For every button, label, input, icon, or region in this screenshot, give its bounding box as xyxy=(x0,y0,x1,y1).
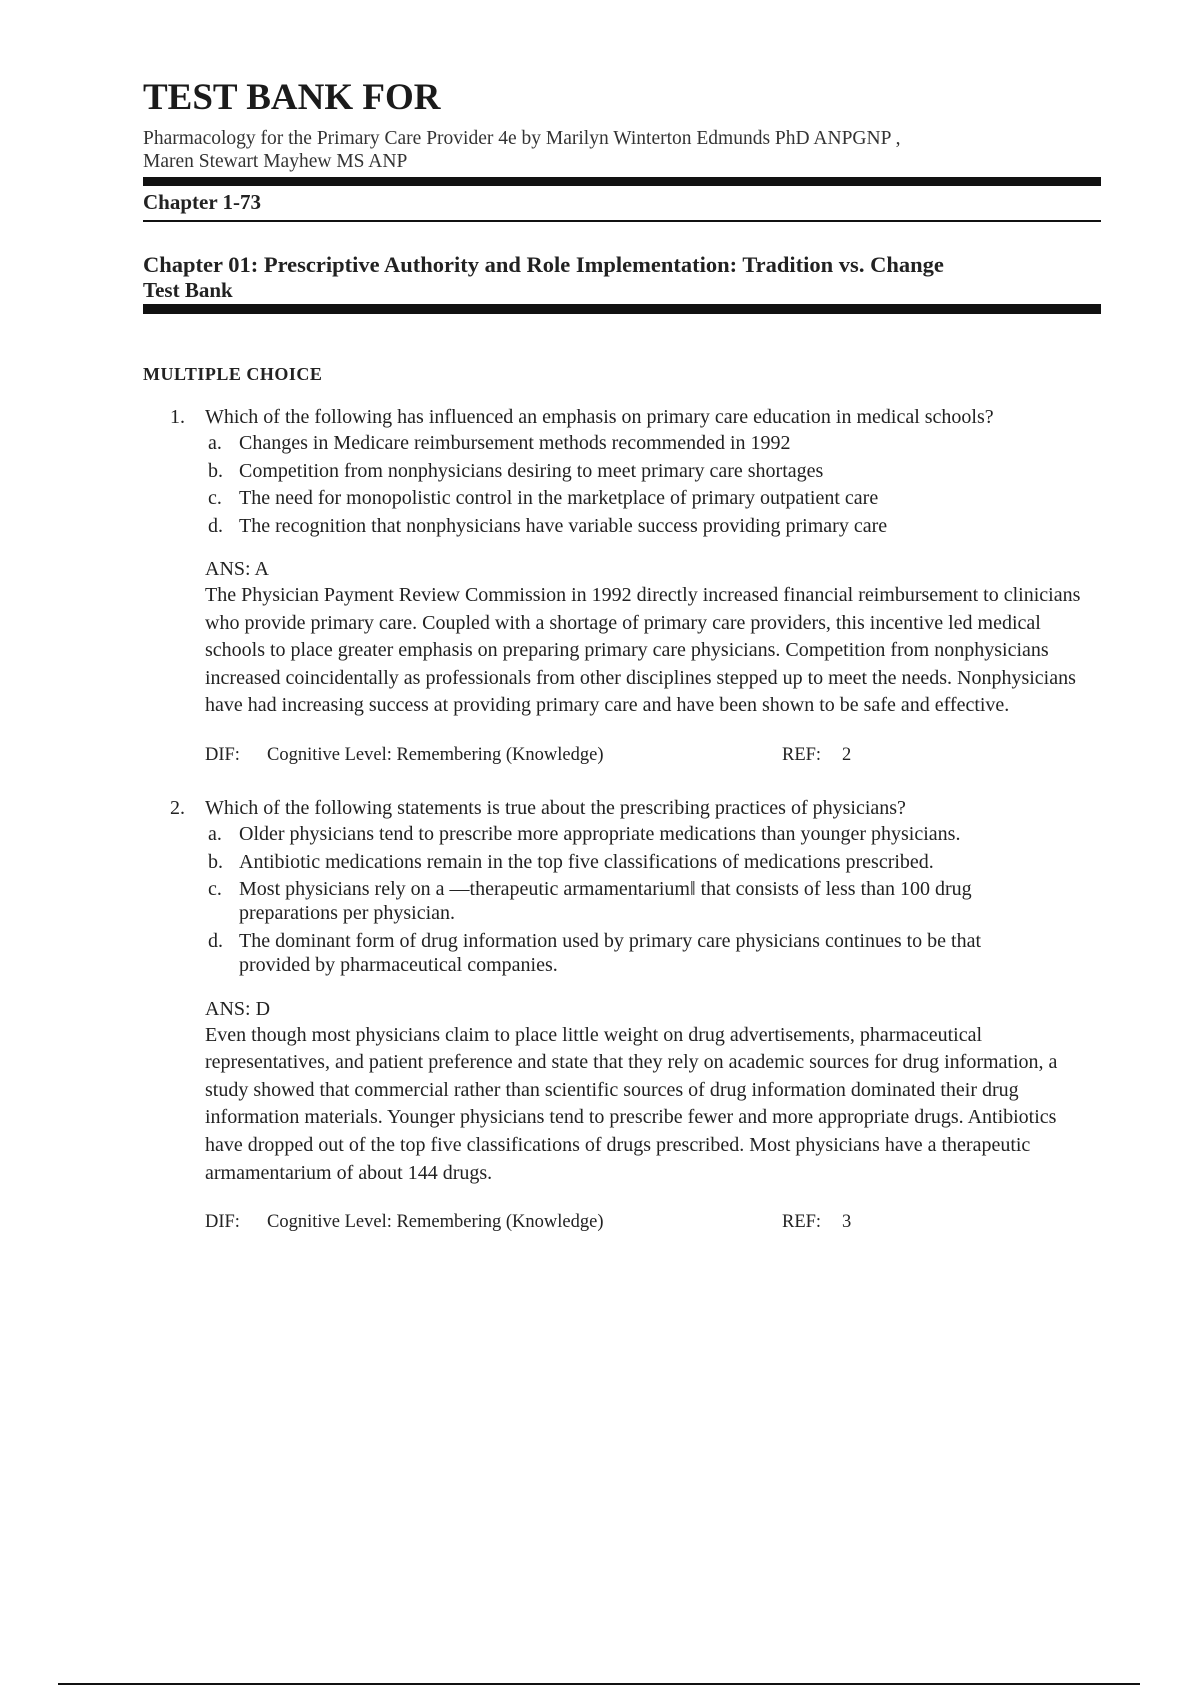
option-a xyxy=(205,431,1039,455)
dif-value: Cognitive Level: Remembering (Knowledge) xyxy=(267,744,604,765)
chapter-range: Chapter 1-73 xyxy=(143,190,262,215)
option-letter: b. xyxy=(208,850,223,873)
answer-options xyxy=(205,431,1101,538)
ref-label: REF: xyxy=(782,744,822,765)
thick-divider xyxy=(143,177,1101,186)
question-1 xyxy=(143,405,1101,770)
option-letter: a. xyxy=(208,432,222,455)
option-letter: b. xyxy=(208,459,223,482)
thin-divider xyxy=(143,220,1101,222)
answer-options xyxy=(205,822,1101,977)
option-text: Most physicians rely on a —therapeutic armamentarium‖ that consists of less than 100 drug preparations per physician. xyxy=(239,878,972,925)
rationale: The Physician Payment Review Commission in 1992 directly increased financial reimbursement to clinicians who provide primary care. Coupled with a shortage of primary care providers, this incentive led medical schools to place greater emphasis on preparing primary care physicians. Competition from nonphysicians increased coincidentally as professionals from other disciplines stepped up to meet the needs. Nonphysicians have had increasing success at providing primary care and have been shown to be safe and effective. xyxy=(205,583,1081,717)
question-stem: Which of the following has influenced an emphasis on primary care education in medical schools? xyxy=(205,405,994,428)
option-text: Competition from nonphysicians desiring to meet primary care shortages xyxy=(239,459,824,482)
question-meta xyxy=(205,744,1101,770)
ref-value: 2 xyxy=(842,744,852,765)
option-letter: d. xyxy=(208,929,223,952)
dif-label: DIF: xyxy=(205,744,240,765)
option-b xyxy=(205,850,1039,874)
option-d xyxy=(205,929,1039,978)
chapter-title: Chapter 01: Prescriptive Authority and Role Implementation: Tradition vs. Change xyxy=(143,251,944,277)
chapter-subtitle: Test Bank xyxy=(143,277,233,302)
document-title: TEST BANK FOR xyxy=(143,77,441,118)
option-letter: c. xyxy=(208,487,222,510)
option-text: The need for monopolistic control in the marketplace of primary outpatient care xyxy=(239,487,879,510)
option-c xyxy=(205,486,1039,510)
option-text: Older physicians tend to prescribe more appropriate medications than younger physicians. xyxy=(239,823,961,846)
answer-key: ANS: D xyxy=(205,997,271,1020)
section-heading: MULTIPLE CHOICE xyxy=(143,363,323,384)
question-stem: Which of the following statements is true about the prescribing practices of physicians? xyxy=(205,796,906,819)
ref-value: 3 xyxy=(842,1212,852,1233)
question-meta xyxy=(205,1211,1101,1237)
option-text: The recognition that nonphysicians have variable success providing primary care xyxy=(239,514,888,537)
option-b xyxy=(205,459,1039,483)
question-2 xyxy=(143,796,1101,1237)
footer-divider xyxy=(58,1683,1140,1685)
option-letter: d. xyxy=(208,514,223,537)
book-info-line-2: Maren Stewart Mayhew MS ANP xyxy=(143,151,408,173)
dif-label: DIF: xyxy=(205,1212,240,1233)
dif-value: Cognitive Level: Remembering (Knowledge) xyxy=(267,1212,604,1233)
option-text: Changes in Medicare reimbursement methods recommended in 1992 xyxy=(239,432,791,455)
answer-key: ANS: A xyxy=(205,557,269,580)
option-text: The dominant form of drug information used by primary care physicians continues to be that provided by pharmaceutical companies. xyxy=(239,929,982,977)
question-number: 2. xyxy=(170,796,185,819)
option-text: Antibiotic medications remain in the top five classifications of medications prescribed. xyxy=(239,850,934,873)
answer-block xyxy=(205,996,1101,1188)
page-content xyxy=(143,78,1101,1237)
option-letter: a. xyxy=(208,823,222,846)
book-info-line-1: Pharmacology for the Primary Care Provider 4e by Marilyn Winterton Edmunds PhD ANPGNP , xyxy=(143,127,901,149)
option-c xyxy=(205,877,1039,926)
option-a xyxy=(205,822,1039,846)
option-letter: c. xyxy=(208,878,222,901)
answer-block xyxy=(205,556,1101,720)
ref-label: REF: xyxy=(782,1212,822,1233)
book-info xyxy=(143,127,1101,174)
thick-divider-2 xyxy=(143,304,1101,314)
option-d xyxy=(205,514,1039,538)
chapter-heading xyxy=(143,251,1101,303)
rationale: Even though most physicians claim to place little weight on drug advertisements, pharmaceutical representatives, and patient preference and state that they rely on academic sources for drug information, a study showed that commercial rather than scientific sources of drug information dominated their drug information materials. Younger physicians tend to prescribe fewer and more appropriate drugs. Antibiotics have dropped out of the top five classifications of drugs prescribed. Most physicians have a therapeutic armamentarium of about 144 drugs. xyxy=(205,1023,1058,1184)
question-number: 1. xyxy=(170,405,185,428)
